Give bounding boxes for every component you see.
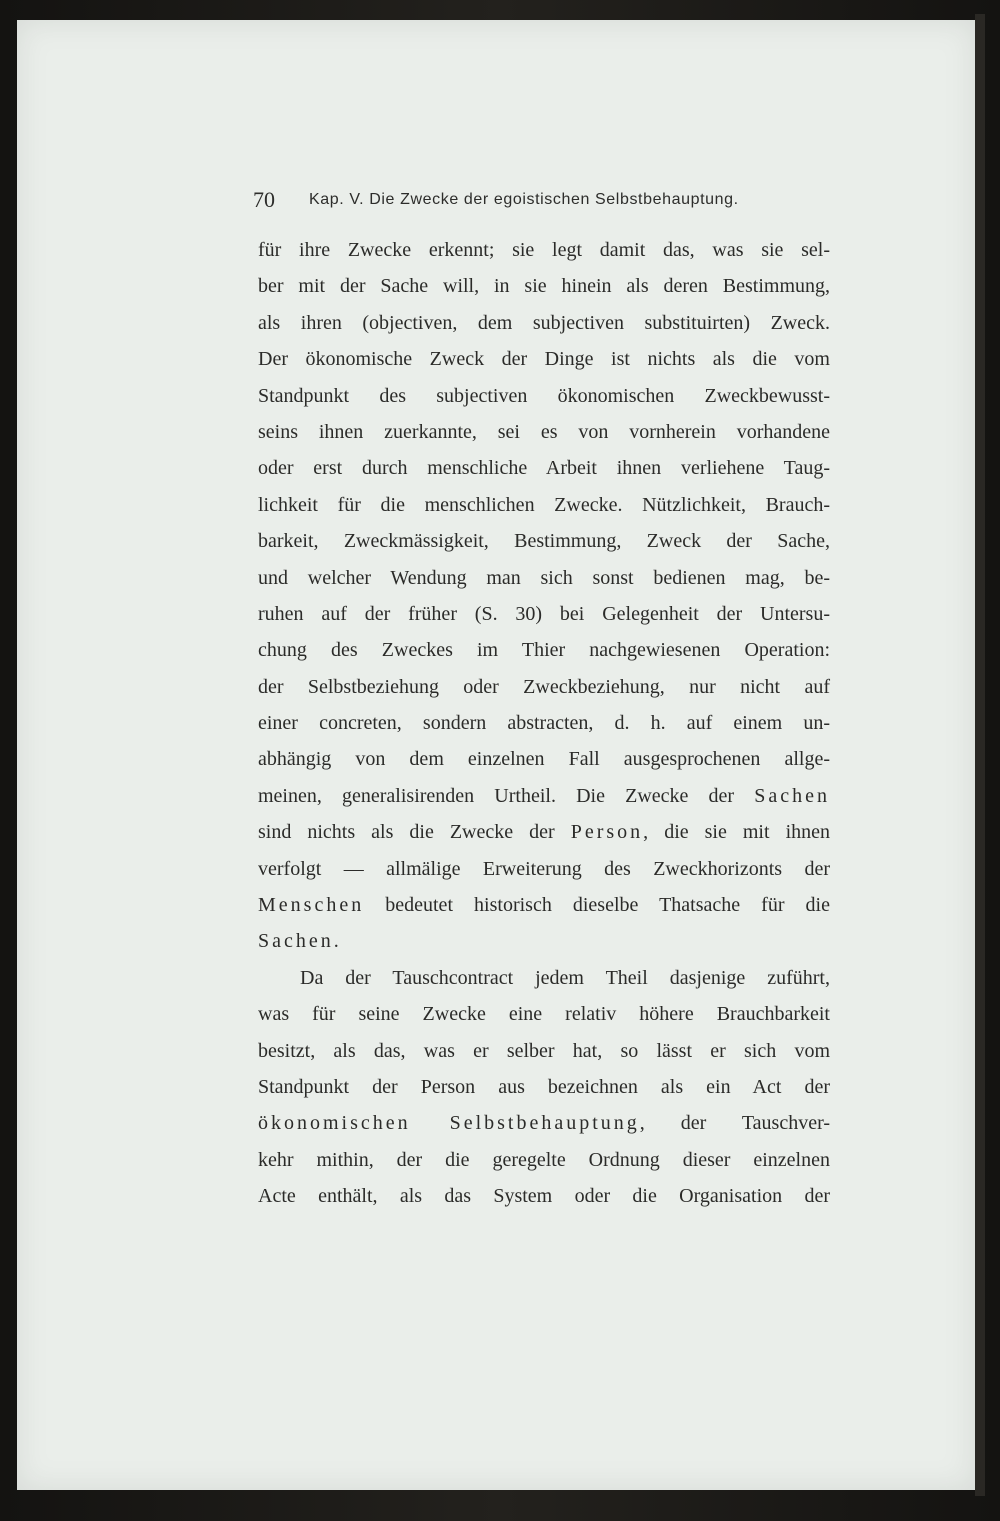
text-line: ruhen auf der früher (S. 30) bei Gelegenheit der Untersu- [258, 602, 830, 625]
body-text [258, 232, 830, 1215]
spaced-emphasis: Person [570, 821, 644, 844]
text-line: Standpunkt des subjectiven ökonomischen Zweckbewusst- [258, 384, 830, 407]
spaced-emphasis: Sachen [754, 784, 830, 807]
text-line: ber mit der Sache will, in sie hinein als deren Bestimmung, [258, 275, 830, 298]
page-number: 70 [253, 187, 275, 212]
text-line: was für seine Zwecke eine relativ höhere Brauchbarkeit [258, 1003, 830, 1026]
text-line: verfolgt — allmälige Erweiterung des Zweckhorizonts der [258, 857, 830, 880]
text-line: der Selbstbeziehung oder Zweckbeziehung, nur nicht auf [258, 675, 830, 698]
text-line: einer concreten, sondern abstracten, d. h. auf einem un- [258, 712, 830, 735]
text-line: Sachen. [258, 930, 339, 953]
page-header [253, 183, 833, 217]
text-line: und welcher Wendung man sich sonst bedienen mag, be- [258, 566, 830, 589]
text-line: Der ökonomische Zweck der Dinge ist nichts als die vom [258, 348, 830, 371]
text-line: Menschen bedeutet historisch dieselbe Thatsache für die [258, 894, 830, 917]
text-line: oder erst durch menschliche Arbeit ihnen verliehene Taug- [258, 457, 830, 480]
text-line: Standpunkt der Person aus bezeichnen als ein Act der [258, 1075, 830, 1098]
spaced-emphasis: Menschen [258, 894, 365, 917]
text-line: barkeit, Zweckmässigkeit, Bestimmung, Zweck der Sache, [258, 530, 830, 553]
text-line: meinen, generalisirenden Urtheil. Die Zwecke der Sachen [258, 784, 830, 807]
text-line: Da der Tauschcontract jedem Theil dasjenige zuführt, [300, 966, 830, 989]
text-line: seins ihnen zuerkannte, sei es von vornherein vorhandene [258, 420, 830, 443]
text-line: als ihren (objectiven, dem subjectiven substituirten) Zweck. [258, 311, 830, 334]
spaced-emphasis: ökonomischen Selbstbehauptung [258, 1112, 640, 1135]
text-line: lichkeit für die menschlichen Zwecke. Nützlichkeit, Brauch- [258, 493, 830, 516]
text-line: besitzt, als das, was er selber hat, so lässt er sich vom [258, 1039, 830, 1062]
text-line: sind nichts als die Zwecke der Person, die sie mit ihnen [258, 821, 831, 844]
text-line: kehr mithin, der die geregelte Ordnung dieser einzelnen [258, 1148, 830, 1171]
text-line: ökonomischen Selbstbehauptung, der Tauschver- [258, 1112, 830, 1135]
text-line: für ihre Zwecke erkennt; sie legt damit das, was sie sel- [258, 239, 830, 261]
spaced-emphasis: Sachen [258, 930, 334, 953]
page-edge [975, 14, 985, 1496]
text-line: abhängig von dem einzelnen Fall ausgesprochenen allge- [258, 748, 830, 771]
text-line: chung des Zweckes im Thier nachgewiesenen Operation: [258, 639, 830, 662]
text-line: Acte enthält, als das System oder die Organisation der [258, 1185, 830, 1208]
running-head: Kap. V. Die Zwecke der egoistischen Selbstbehauptung. [309, 191, 739, 208]
